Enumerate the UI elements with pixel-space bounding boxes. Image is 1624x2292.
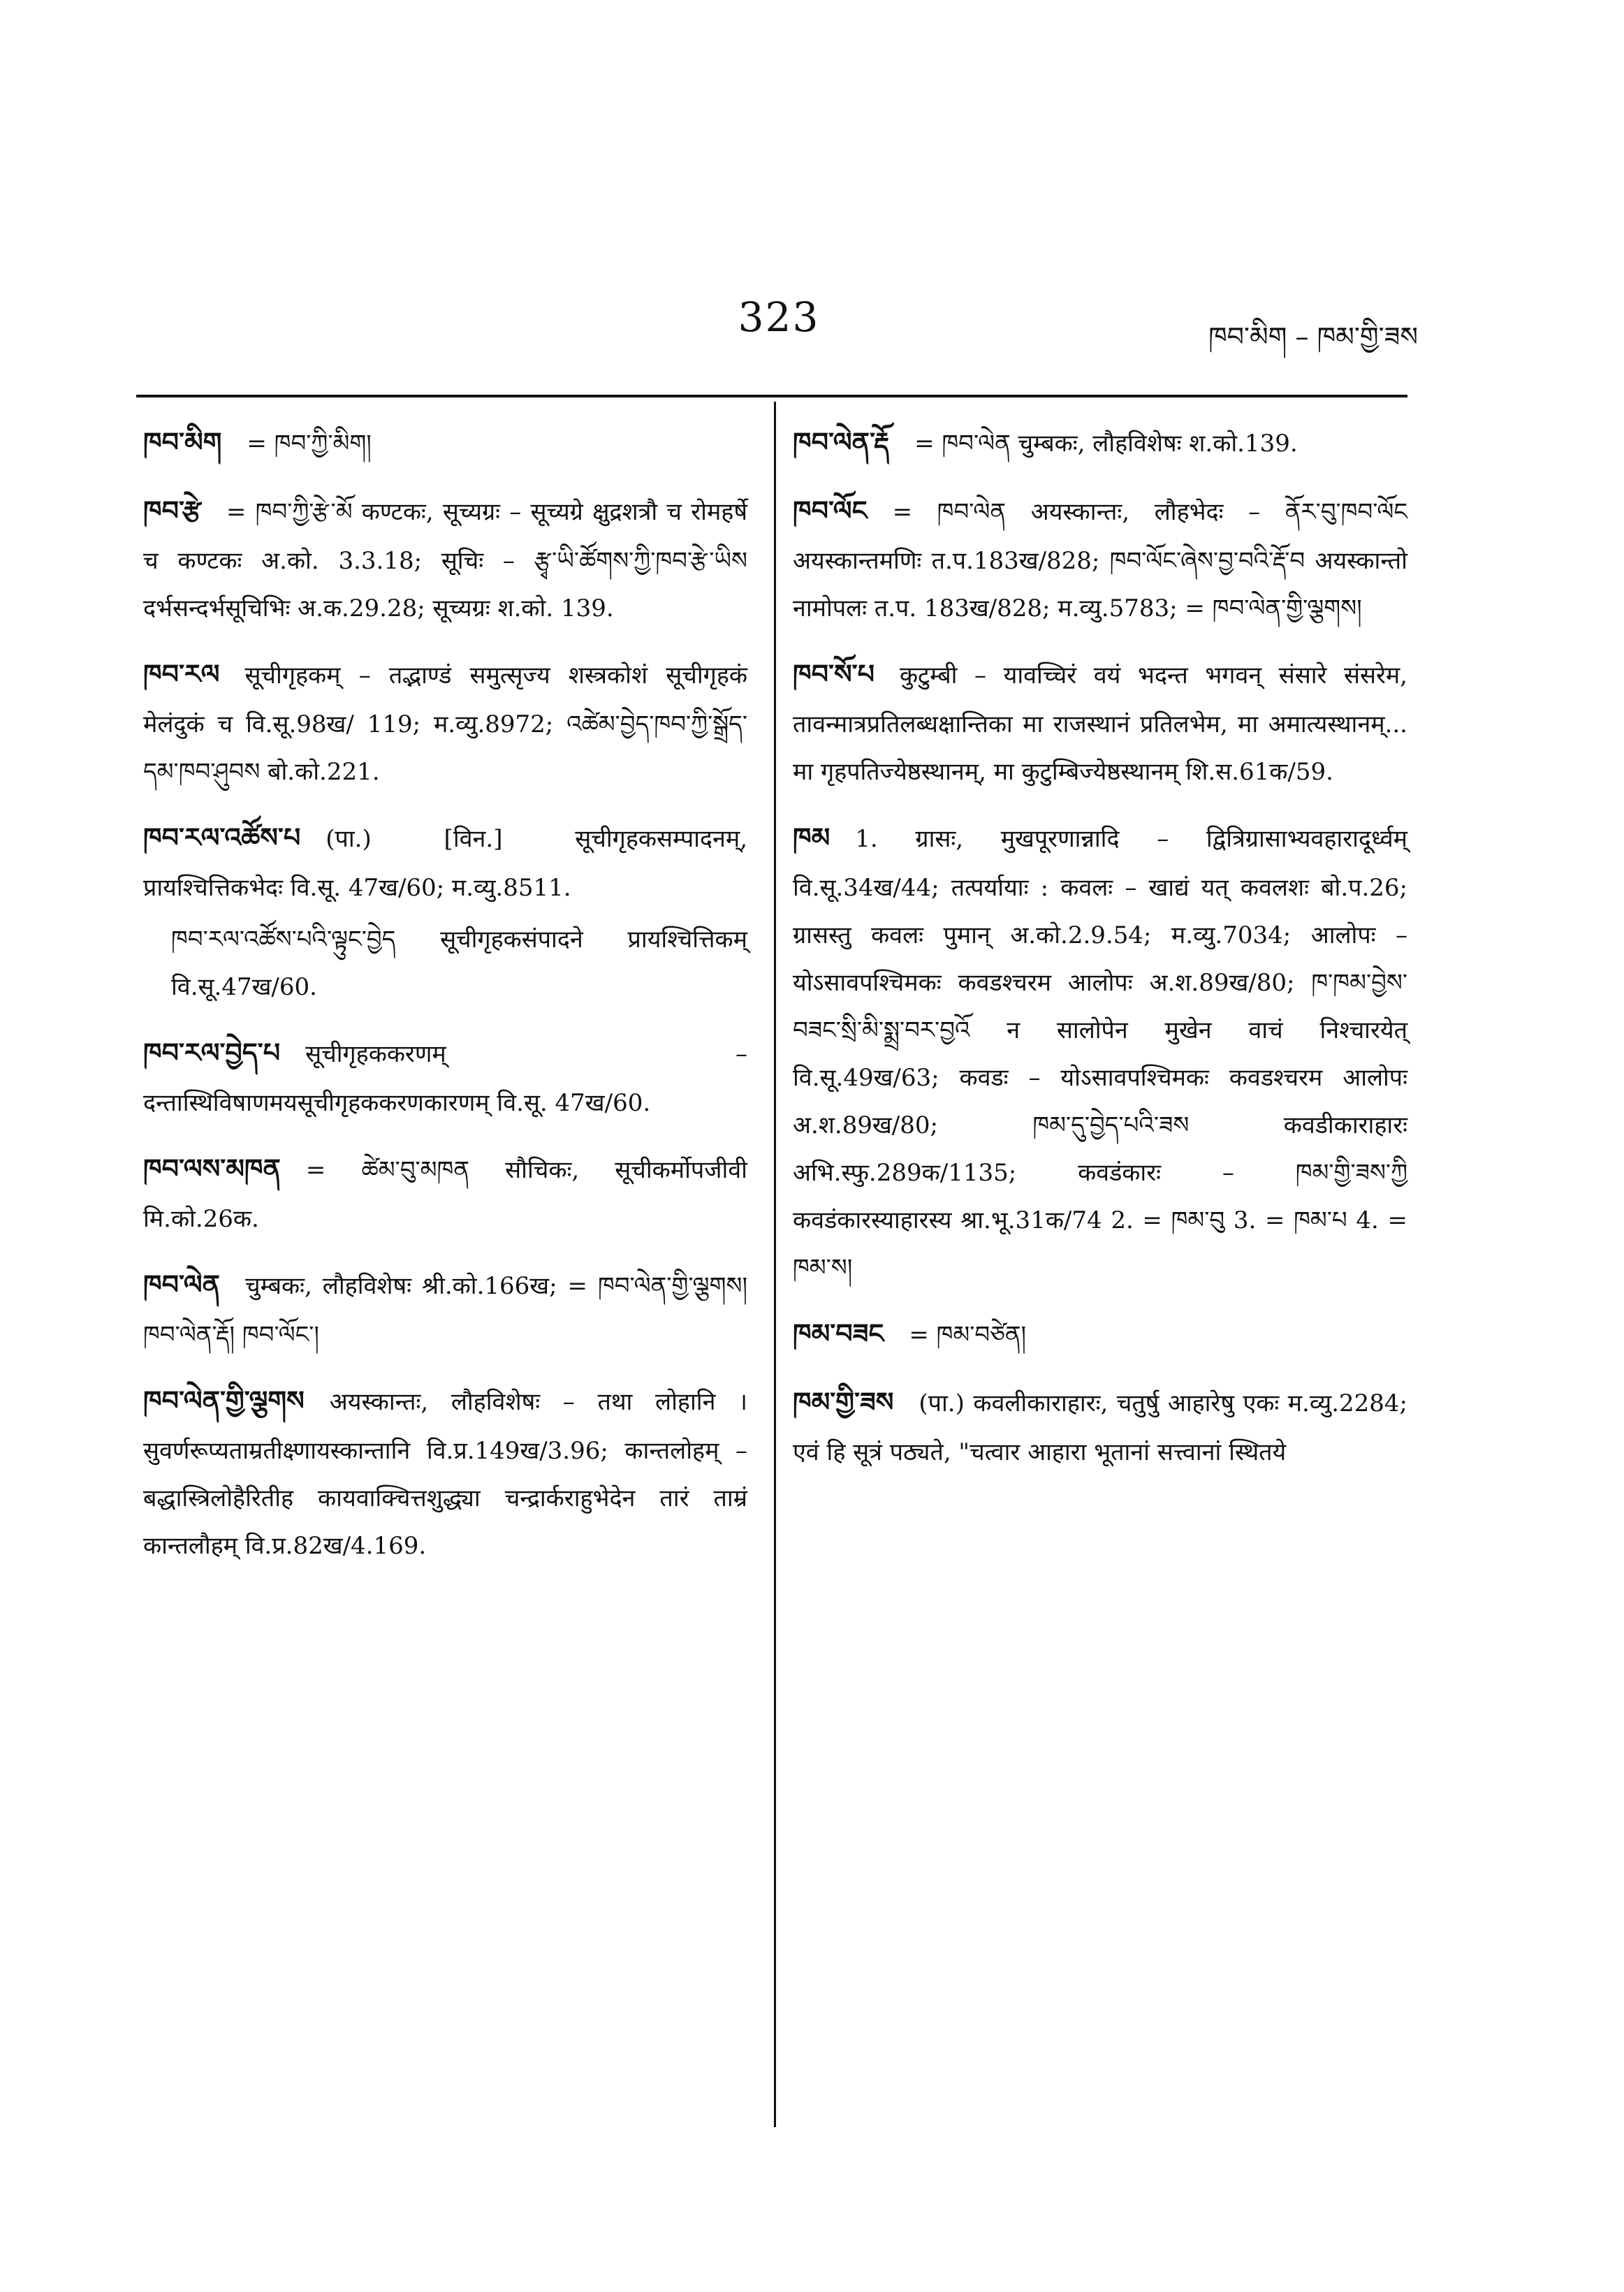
dictionary-entry — [143, 1142, 747, 1243]
dictionary-entry — [793, 1307, 1407, 1360]
entry-headword: ཁམ་བཟང — [793, 1317, 884, 1349]
entry-body: = ཁབ་ལེན अयस्कान्तः, लौहभेदः – ནོར་བུ་ཁབ་ལོང अयस्कान्तमणिः त.प.183ख/828; ཁབ་ལོང་ཞེས་བྱ་བའི་རྡོ་བ अयस्कान्तो नामोपलः त.प. 183ख/828; म.व्यु.5783; = ཁབ་ལེན་གྱི་ལྕགས། — [793, 498, 1407, 622]
dictionary-entry — [793, 648, 1407, 796]
entry-subentry: ཁབ་རལ་འཚོས་པའི་ལྟུང་བྱེད सूचीगृहकसंपादने प्रायश्चित्तिकम् वि.सू.47ख/60. — [171, 926, 747, 1001]
dictionary-entry — [143, 416, 747, 469]
page-number: 323 — [738, 293, 820, 341]
entry-headword: ཁབ་རལ་བྱེད་པ — [143, 1037, 281, 1068]
entry-headword: ཁབ་ལེན་གྱི་ལྕགས — [143, 1385, 305, 1416]
entry-body: कुटुम्बी – यावच्चिरं वयं भदन्त भगवन् संसारे संसरेम, तावन्मात्रप्रतिलब्धक्षान्तिका मा राजस्थानं प्रतिलभेम, मा अमात्यस्थानम्... मा गृहपतिज्येष्ठस्थानम्, मा कुटुम्बिज्येष्ठस्थानम् शि.स.61क/59. — [793, 662, 1407, 786]
dictionary-entry — [143, 648, 747, 796]
entry-headword: ཁབ་རྩེ — [143, 495, 201, 526]
right-column — [793, 416, 1407, 1491]
entry-headword: ཁབ་ལེན་རྡོ — [793, 426, 890, 458]
dictionary-entry — [793, 484, 1407, 632]
entry-body: (पा.) कवलीकाराहारः, चतुर्षु आहारेषु एकः म.व्यु.2284; एवं हि सूत्रं पठ्यते, "चत्वार आहारा भूतानां सत्त्वानां स्थितये — [793, 1389, 1407, 1466]
entry-headword: ཁབ་ལོང — [793, 495, 868, 526]
dictionary-entry — [793, 811, 1407, 1292]
header-rule — [136, 395, 1407, 397]
dictionary-entry — [793, 416, 1407, 469]
entry-headword: ཁམ་གྱི་ཟས — [793, 1386, 894, 1417]
dictionary-entry — [143, 484, 747, 632]
entry-headword: ཁབ་ལེན — [143, 1269, 220, 1300]
dictionary-entry — [143, 1258, 747, 1359]
dictionary-entry — [143, 1374, 747, 1570]
dictionary-entry — [143, 1026, 747, 1127]
entry-headword: ཁབ་མིག — [143, 426, 222, 458]
column-divider — [774, 402, 776, 2127]
entry-headword: ཁམ — [793, 822, 831, 853]
entry-headword: ཁབ་རལ་འཚོས་པ — [143, 822, 301, 853]
running-head: ཁབ་མིག – ཁམ་གྱི་ཟས — [1208, 321, 1418, 352]
entry-body: = ཁམ་བཙེན། — [909, 1321, 1027, 1349]
dictionary-entry — [793, 1375, 1407, 1476]
entry-body: अयस्कान्तः, लौहविशेषः – तथा लोहानि । सुवर्णरूप्यताम्रतीक्ष्णायस्कान्तानि वि.प्र.149ख/3.96; कान्तलोहम् – बद्धास्त्रिलोहैरितीह कायवाक्चित्तशुद्ध्या चन्द्रार्कराहुभेदेन तारं ताम्रं कान्तलौहम् वि.प्र.82ख/4.169. — [143, 1388, 747, 1560]
entry-headword: ཁབ་སོ་པ — [793, 658, 875, 689]
entry-body: (पा.) [विन.] सूचीगृहकसम्पादनम्, प्रायश्चित्तिकभेदः वि.सू. 47ख/60; म.व्यु.8511. — [143, 825, 747, 902]
entry-body: = ཚེམ་བུ་མཁན सौचिकः, सूचीकर्मोपजीवी मि.को.26क. — [143, 1156, 747, 1233]
left-column — [143, 416, 747, 1585]
entry-body: = ཁབ་ཀྱི་མིག། — [247, 430, 372, 458]
entry-body: = ཁབ་ཀྱི་རྩེ་མོ कण्टकः, सूच्यग्रः – सूच्यग्रे क्षुद्रशत्रौ च रोमहर्षे च कण्टकः अ.को. 3.3.18; सूचिः – རྩྭ་ཡི་ཚོགས་ཀྱི་ཁབ་རྩེ་ཡིས दर्भसन्दर्भसूचिभिः अ.क.29.28; सूच्यग्रः श.को. 139. — [143, 498, 747, 622]
entry-body: सूचीगृहकम् – तद्भाण्डं समुत्सृज्य शस्त्रकोशं सूचीगृहकं मेलंदुकं च वि.सू.98ख/ 119; म.व्यु.8972; འཚེམ་བྱེད་ཁབ་ཀྱི་སྒྲོད་དམ་ཁབ་ཤུབས बो.को.221. — [143, 662, 747, 786]
entry-headword: ཁབ་རལ — [143, 658, 220, 689]
entry-body: = ཁབ་ལེན चुम्बकः, लौहविशेषः श.को.139. — [914, 430, 1298, 458]
entry-headword: ཁབ་ལས་མཁན — [143, 1153, 281, 1184]
entry-body: चुम्बकः, लौहविशेषः श्री.को.166ख; = ཁབ་ལེན་གྱི་ལྕགས། ཁབ་ལེན་རྡོ། ཁབ་ལོང་། — [143, 1272, 747, 1349]
entry-body: 1. ग्रासः, मुखपूरणान्नादि – द्वित्रिग्रासाभ्यवहारादूर्ध्वम् वि.सू.34ख/44; तत्पर्यायाः : कवलः – खाद्यं यत् कवलशः बो.प.26; ग्रासस्तु कवलः पुमान् अ.को.2.9.54; म.व्यु.7034; आलोपः – योऽसावपश्चिमकः कवडश्चरम आलोपः अ.श.89ख/80; ཁ་ཁམ་བྱེས་བཟང་སྲི་མི་སྨྲ་བར་བྱའོ न सालोपेन मुखेन वाचं निश्चारयेत् वि.सू.49ख/63; कवडः – योऽसावपश्चिमकः कवडश्चरम आलोपः अ.श.89ख/80; ཁམ་དུ་བྱེད་པའི་ཟས कवडीकाराहारः अभि.स्फु.289क/1135; कवडंकारः – ཁམ་གྱི་ཟས་ཀྱི कवडंकारस्याहारस्य श्रा.भू.31क/74 2. = ཁམ་བུ 3. = ཁམ་པ 4. = ཁམ་ས། — [793, 825, 1407, 1282]
dictionary-entry — [143, 811, 747, 1011]
entry-body: सूचीगृहककरणम् – दन्तास्थिविषाणमयसूचीगृहककरणकारणम् वि.सू. 47ख/60. — [143, 1040, 747, 1117]
